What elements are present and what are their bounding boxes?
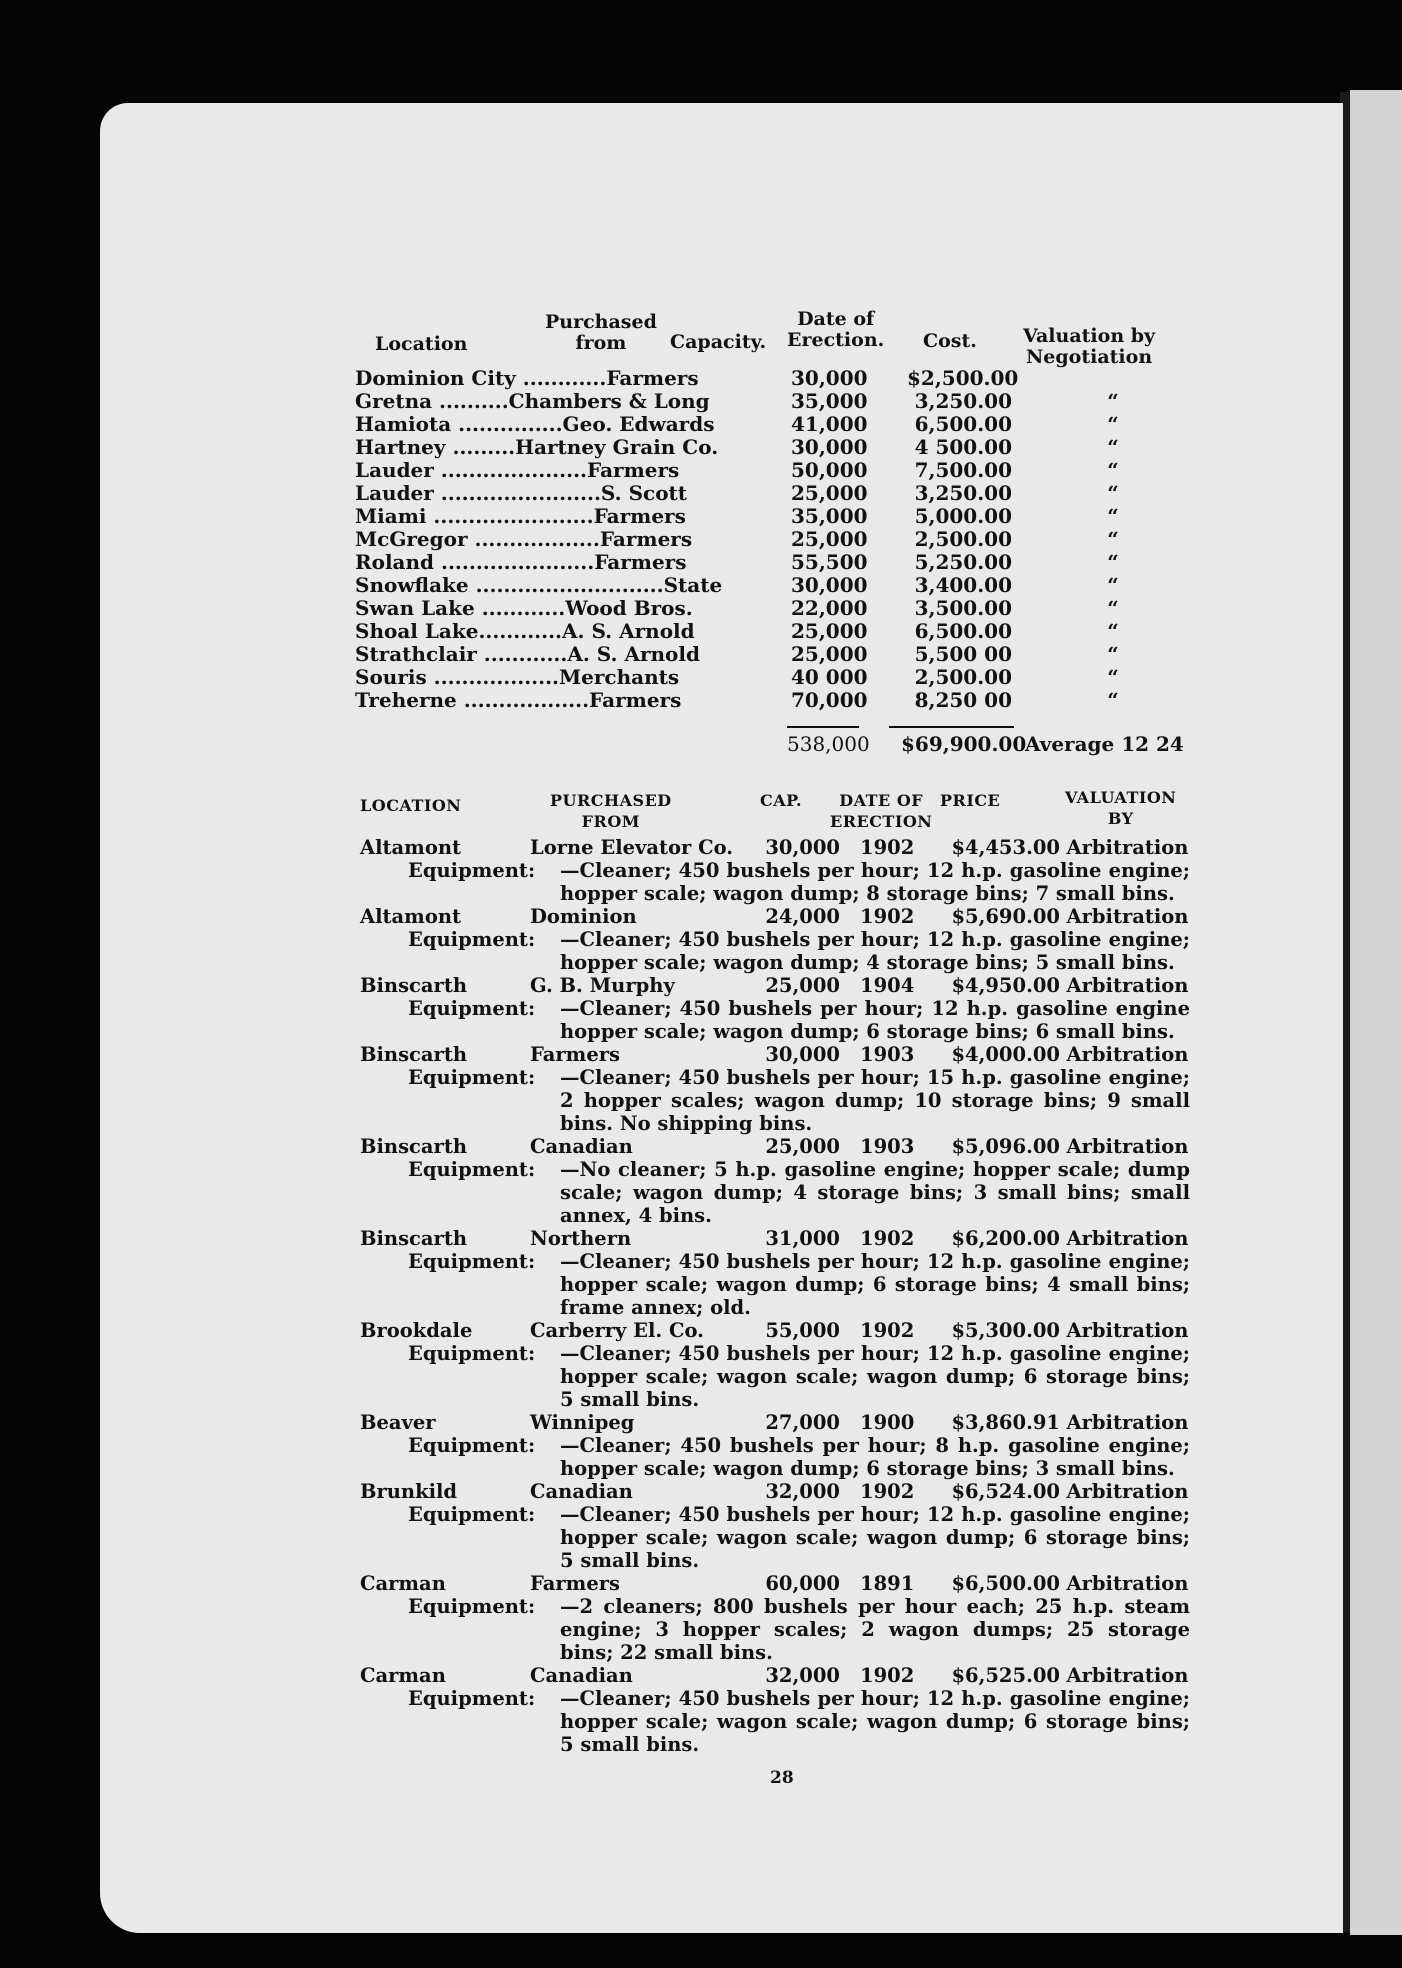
row-capacity: 40 000 [791, 665, 868, 689]
negotiation-table-body [355, 367, 1185, 712]
negotiation-row [355, 643, 1185, 666]
row-cost: 2,500.00 [914, 527, 1012, 551]
row-cost: 3,250.00 [914, 389, 1012, 413]
entry-summary-row [360, 836, 1190, 859]
equipment-label: Equipment: [408, 997, 536, 1020]
negotiation-table [355, 308, 1185, 758]
row-valuation: “ [1107, 665, 1119, 689]
entry-equipment [360, 859, 1190, 905]
equipment-text: —No cleaner; 5 h.p. gasoline engine; hopper scale; dump scale; wagon dump; 4 storage bins; 3 small bins; small annex, 4 bins. [560, 1158, 1190, 1227]
row-valuation: “ [1107, 435, 1119, 459]
elevator-entry [360, 1480, 1190, 1572]
entry-summary-row [360, 1227, 1190, 1250]
entry-year: 1900 [860, 1411, 915, 1434]
elevator-entry [360, 1227, 1190, 1319]
entry-location: Carman [360, 1572, 446, 1595]
header2-cap: CAP. [760, 791, 803, 810]
row-capacity: 30,000 [791, 435, 868, 459]
row-capacity: 55,500 [791, 550, 868, 574]
equipment-label: Equipment: [408, 1687, 536, 1710]
elevator-entry [360, 905, 1190, 974]
equipment-text: —Cleaner; 450 bushels per hour; 12 h.p. gasoline engine; hopper scale; wagon scale; wagon dump; 6 storage bins; 5 small bins. [560, 1342, 1190, 1411]
row-valuation: “ [1107, 619, 1119, 643]
header2-location: LOCATION [360, 796, 462, 815]
row-location-from: Shoal Lake............A. S. Arnold [355, 620, 695, 643]
entry-valuation: Arbitration [1066, 974, 1189, 997]
total-cost: $69,900.00 [901, 732, 1027, 756]
row-capacity: 25,000 [791, 619, 868, 643]
elevator-entry [360, 1135, 1190, 1227]
entry-valuation: Arbitration [1066, 905, 1189, 928]
entry-summary-row [360, 1043, 1190, 1066]
row-location-from: Lauder .....................Farmers [355, 459, 680, 482]
row-cost: 3,400.00 [914, 573, 1012, 597]
entry-equipment [360, 997, 1190, 1043]
row-cost: 6,500.00 [914, 412, 1012, 436]
equipment-label: Equipment: [408, 1066, 536, 1089]
row-cost: 3,500.00 [914, 596, 1012, 620]
adjacent-page-edge [1350, 90, 1402, 1935]
equipment-label: Equipment: [408, 859, 536, 882]
entry-price: $4,453.00 [951, 836, 1060, 859]
header-capacity: Capacity. [670, 331, 767, 353]
entry-equipment [360, 1066, 1190, 1135]
row-cost: 5,250.00 [914, 550, 1012, 574]
row-capacity: 30,000 [791, 573, 868, 597]
row-valuation: “ [1107, 596, 1119, 620]
entry-summary-row [360, 905, 1190, 928]
entry-summary-row [360, 1480, 1190, 1503]
row-capacity: 30,000 [791, 366, 868, 390]
entry-price: $6,524.00 [951, 1480, 1060, 1503]
negotiation-row [355, 413, 1185, 436]
elevator-entry [360, 974, 1190, 1043]
row-capacity: 35,000 [791, 504, 868, 528]
negotiation-row [355, 367, 1185, 390]
row-cost: 2,500.00 [914, 665, 1012, 689]
row-location-from: Gretna ..........Chambers & Long [355, 390, 710, 413]
row-valuation: “ [1107, 527, 1119, 551]
negotiation-table-totals [355, 724, 1185, 758]
entry-purchased-from: G. B. Murphy [530, 974, 675, 997]
equipment-text: —Cleaner; 450 bushels per hour; 15 h.p. gasoline engine; 2 hopper scales; wagon dump; 10 storage bins; 9 small bins. No shipping bins. [560, 1066, 1190, 1135]
negotiation-row [355, 459, 1185, 482]
entry-equipment [360, 1158, 1190, 1227]
entry-purchased-from: Farmers [530, 1572, 620, 1595]
row-location-from: Lauder .......................S. Scott [355, 482, 688, 505]
equipment-text: —2 cleaners; 800 bushels per hour each; 25 h.p. steam engine; 3 hopper scales; 2 wagon dumps; 25 storage bins; 22 small bins. [560, 1595, 1190, 1664]
elevator-entry [360, 1043, 1190, 1135]
entry-purchased-from: Farmers [530, 1043, 620, 1066]
entry-location: Carman [360, 1664, 446, 1687]
entry-location: Binscarth [360, 1227, 468, 1250]
negotiation-row [355, 390, 1185, 413]
elevator-entry [360, 1664, 1190, 1756]
entry-summary-row [360, 1319, 1190, 1342]
entry-capacity: 60,000 [765, 1572, 840, 1595]
negotiation-row [355, 597, 1185, 620]
negotiation-row [355, 528, 1185, 551]
header-location: Location [375, 333, 468, 355]
entry-capacity: 24,000 [765, 905, 840, 928]
entry-year: 1891 [860, 1572, 915, 1595]
row-location-from: Treherne ..................Farmers [355, 689, 682, 712]
row-capacity: 70,000 [791, 688, 868, 712]
negotiation-table-header [355, 308, 1185, 368]
entry-location: Brunkild [360, 1480, 458, 1503]
entry-location: Altamont [360, 836, 462, 859]
header2-valuation-by: VALUATION BY [1065, 788, 1177, 828]
entry-year: 1903 [860, 1135, 915, 1158]
entry-location: Binscarth [360, 1135, 468, 1158]
arbitration-table [360, 790, 1190, 1756]
entry-year: 1902 [860, 836, 915, 859]
equipment-text: —Cleaner; 450 bushels per hour; 12 h.p. gasoline engine; hopper scale; wagon dump; 8 storage bins; 7 small bins. [560, 859, 1190, 905]
row-location-from: McGregor ..................Farmers [355, 528, 693, 551]
row-valuation: “ [1107, 389, 1119, 413]
entry-year: 1902 [860, 1664, 915, 1687]
header-cost: Cost. [923, 330, 977, 352]
row-cost: 6,500.00 [914, 619, 1012, 643]
entry-price: $6,500.00 [951, 1572, 1060, 1595]
entry-year: 1902 [860, 905, 915, 928]
header-valuation-by: Valuation by Negotiation [1023, 325, 1156, 368]
entry-valuation: Arbitration [1066, 1664, 1189, 1687]
entry-valuation: Arbitration [1066, 836, 1189, 859]
entry-price: $5,096.00 [951, 1135, 1060, 1158]
row-capacity: 25,000 [791, 481, 868, 505]
entry-purchased-from: Canadian [530, 1480, 633, 1503]
entry-year: 1903 [860, 1043, 915, 1066]
equipment-text: —Cleaner; 450 bushels per hour; 8 h.p. gasoline engine; hopper scale; wagon dump; 6 storage bins; 3 small bins. [560, 1434, 1190, 1480]
equipment-label: Equipment: [408, 928, 536, 951]
row-location-from: Miami .......................Farmers [355, 505, 686, 528]
row-location-from: Roland ......................Farmers [355, 551, 687, 574]
negotiation-row [355, 574, 1185, 597]
equipment-label: Equipment: [408, 1250, 536, 1273]
negotiation-row [355, 666, 1185, 689]
row-cost: $2,500.00 [907, 366, 1019, 390]
row-capacity: 22,000 [791, 596, 868, 620]
entry-capacity: 30,000 [765, 836, 840, 859]
negotiation-row [355, 505, 1185, 528]
row-cost: 8,250 00 [914, 688, 1012, 712]
row-valuation: “ [1107, 412, 1119, 436]
row-cost: 4 500.00 [914, 435, 1012, 459]
equipment-label: Equipment: [408, 1434, 536, 1457]
entry-purchased-from: Carberry El. Co. [530, 1319, 704, 1342]
elevator-entry [360, 1411, 1190, 1480]
entry-purchased-from: Winnipeg [530, 1411, 635, 1434]
row-location-from: Swan Lake ............Wood Bros. [355, 597, 693, 620]
entry-equipment [360, 1342, 1190, 1411]
equipment-label: Equipment: [408, 1503, 536, 1526]
arbitration-table-body [360, 836, 1190, 1756]
cost-total-rule [889, 726, 1014, 728]
entry-equipment [360, 1503, 1190, 1572]
equipment-text: —Cleaner; 450 bushels per hour; 12 h.p. gasoline engine hopper scale; wagon dump; 6 storage bins; 6 small bins. [560, 997, 1190, 1043]
entry-valuation: Arbitration [1066, 1135, 1189, 1158]
entry-purchased-from: Canadian [530, 1135, 633, 1158]
entry-location: Brookdale [360, 1319, 473, 1342]
entry-purchased-from: Northern [530, 1227, 632, 1250]
row-location-from: Hamiota ...............Geo. Edwards [355, 413, 715, 436]
equipment-text: —Cleaner; 450 bushels per hour; 12 h.p. gasoline engine; hopper scale; wagon scale; wagon dump; 6 storage bins; 5 small bins. [560, 1687, 1190, 1756]
entry-year: 1902 [860, 1227, 915, 1250]
entry-summary-row [360, 1135, 1190, 1158]
entry-capacity: 30,000 [765, 1043, 840, 1066]
average-valuation: Average 12 24 [1025, 732, 1184, 756]
row-location-from: Souris ..................Merchants [355, 666, 680, 689]
equipment-text: —Cleaner; 450 bushels per hour; 12 h.p. gasoline engine; hopper scale; wagon dump; 4 storage bins; 5 small bins. [560, 928, 1190, 974]
elevator-entry [360, 1319, 1190, 1411]
row-cost: 7,500.00 [914, 458, 1012, 482]
row-capacity: 25,000 [791, 527, 868, 551]
equipment-label: Equipment: [408, 1595, 536, 1618]
arbitration-table-header [360, 790, 1190, 836]
negotiation-row [355, 482, 1185, 505]
entry-price: $3,860.91 [951, 1411, 1060, 1434]
row-valuation: “ [1107, 458, 1119, 482]
row-valuation: “ [1107, 504, 1119, 528]
entry-price: $6,525.00 [951, 1664, 1060, 1687]
entry-year: 1904 [860, 974, 915, 997]
entry-summary-row [360, 1572, 1190, 1595]
row-capacity: 41,000 [791, 412, 868, 436]
entry-valuation: Arbitration [1066, 1411, 1189, 1434]
negotiation-row [355, 620, 1185, 643]
row-cost: 5,500 00 [914, 642, 1012, 666]
entry-year: 1902 [860, 1480, 915, 1503]
entry-summary-row [360, 1411, 1190, 1434]
row-capacity: 35,000 [791, 389, 868, 413]
elevator-entry [360, 836, 1190, 905]
entry-equipment [360, 1434, 1190, 1480]
entry-capacity: 32,000 [765, 1664, 840, 1687]
entry-capacity: 32,000 [765, 1480, 840, 1503]
total-capacity: 538,000 [787, 732, 870, 756]
entry-summary-row [360, 1664, 1190, 1687]
entry-price: $6,200.00 [951, 1227, 1060, 1250]
row-cost: 5,000.00 [914, 504, 1012, 528]
entry-price: $4,950.00 [951, 974, 1060, 997]
negotiation-row [355, 551, 1185, 574]
entry-purchased-from: Canadian [530, 1664, 633, 1687]
entry-equipment [360, 1687, 1190, 1756]
negotiation-row [355, 436, 1185, 459]
row-valuation: “ [1107, 642, 1119, 666]
equipment-text: —Cleaner; 450 bushels per hour; 12 h.p. gasoline engine; hopper scale; wagon scale; wagon dump; 6 storage bins; 5 small bins. [560, 1503, 1190, 1572]
row-valuation: “ [1107, 573, 1119, 597]
entry-equipment [360, 1595, 1190, 1664]
header-purchased-from: Purchased from [545, 311, 657, 354]
row-location-from: Strathclair ............A. S. Arnold [355, 643, 700, 666]
capacity-total-rule [787, 726, 859, 728]
row-valuation: “ [1107, 481, 1119, 505]
entry-location: Altamont [360, 905, 462, 928]
equipment-label: Equipment: [408, 1342, 536, 1365]
header2-purchased-from: PURCHASED FROM [550, 791, 672, 831]
page-number: 28 [770, 1768, 794, 1788]
entry-price: $5,300.00 [951, 1319, 1060, 1342]
row-valuation: “ [1107, 688, 1119, 712]
negotiation-row [355, 689, 1185, 712]
equipment-text: —Cleaner; 450 bushels per hour; 12 h.p. gasoline engine; hopper scale; wagon dump; 6 storage bins; 4 small bins; frame annex; old. [560, 1250, 1190, 1319]
row-cost: 3,250.00 [914, 481, 1012, 505]
equipment-label: Equipment: [408, 1158, 536, 1181]
row-valuation: “ [1107, 550, 1119, 574]
entry-valuation: Arbitration [1066, 1480, 1189, 1503]
row-location-from: Hartney .........Hartney Grain Co. [355, 436, 719, 459]
entry-valuation: Arbitration [1066, 1227, 1189, 1250]
entry-capacity: 31,000 [765, 1227, 840, 1250]
entry-location: Binscarth [360, 1043, 468, 1066]
entry-capacity: 25,000 [765, 974, 840, 997]
entry-price: $5,690.00 [951, 905, 1060, 928]
entry-summary-row [360, 974, 1190, 997]
entry-capacity: 55,000 [765, 1319, 840, 1342]
entry-valuation: Arbitration [1066, 1319, 1189, 1342]
entry-purchased-from: Dominion [530, 905, 637, 928]
entry-year: 1902 [860, 1319, 915, 1342]
entry-valuation: Arbitration [1066, 1572, 1189, 1595]
entry-equipment [360, 928, 1190, 974]
header-date-of-erection: Date of Erection. [787, 308, 885, 351]
entry-purchased-from: Lorne Elevator Co. [530, 836, 734, 859]
row-location-from: Snowflake ...........................State [355, 574, 723, 597]
row-capacity: 50,000 [791, 458, 868, 482]
entry-capacity: 25,000 [765, 1135, 840, 1158]
row-capacity: 25,000 [791, 642, 868, 666]
elevator-entry [360, 1572, 1190, 1664]
entry-valuation: Arbitration [1066, 1043, 1189, 1066]
header2-date-of-erection: DATE OF ERECTION [830, 791, 933, 831]
entry-price: $4,000.00 [951, 1043, 1060, 1066]
header2-price: PRICE [940, 791, 1001, 810]
entry-location: Binscarth [360, 974, 468, 997]
entry-location: Beaver [360, 1411, 436, 1434]
entry-equipment [360, 1250, 1190, 1319]
entry-capacity: 27,000 [765, 1411, 840, 1434]
row-location-from: Dominion City ............Farmers [355, 367, 699, 390]
